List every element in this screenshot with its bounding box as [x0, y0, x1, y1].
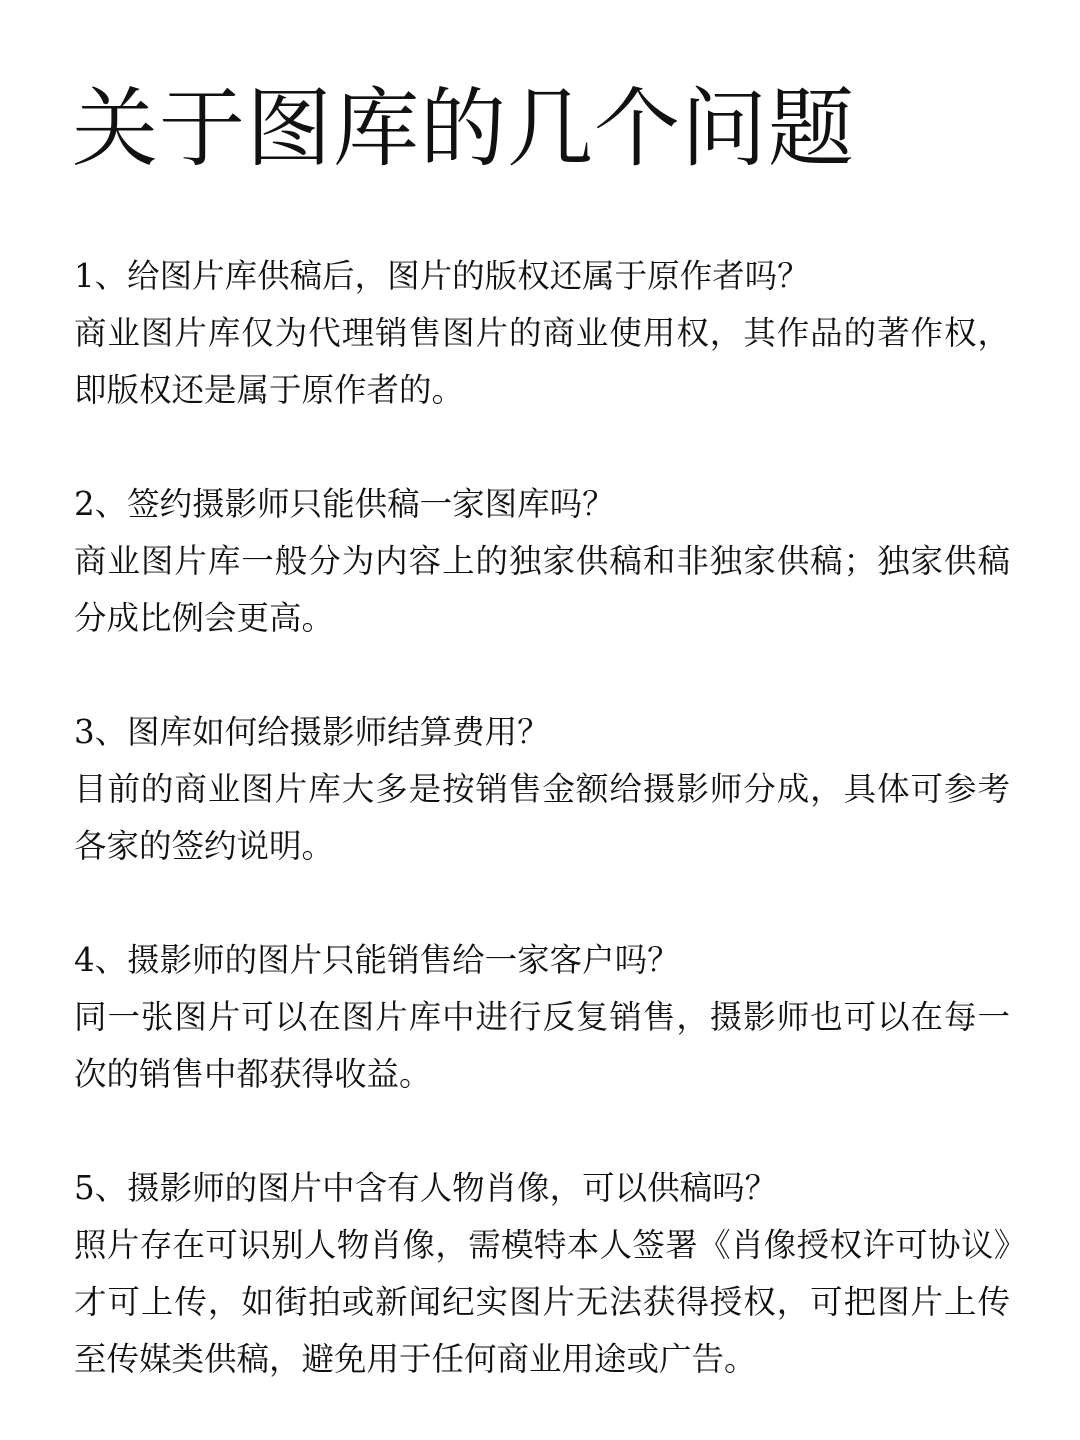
qa-item-3 — [74, 704, 1010, 875]
answer-2: 商业图片库一般分为内容上的独家供稿和非独家供稿；独家供稿分成比例会更高。 — [74, 542, 1010, 637]
answer-3: 目前的商业图片库大多是按销售金额给摄影师分成，具体可参考各家的签约说明。 — [74, 770, 1010, 865]
question-1: 1、给图片库供稿后，图片的版权还属于原作者吗？ — [74, 257, 810, 295]
qa-item-4 — [74, 932, 1010, 1103]
question-3: 3、图库如何给摄影师结算费用？ — [74, 713, 550, 751]
page-title: 关于图库的几个问题 — [72, 79, 855, 179]
question-5: 5、摄影师的图片中含有人物肖像，可以供稿吗？ — [74, 1169, 778, 1207]
answer-1: 商业图片库仅为代理销售图片的商业使用权，其作品的著作权，即版权还是属于原作者的。 — [74, 314, 1010, 409]
answer-4: 同一张图片可以在图片库中进行反复销售，摄影师也可以在每一次的销售中都获得收益。 — [74, 998, 1010, 1093]
qa-item-5 — [74, 1160, 1010, 1388]
qa-item-2 — [74, 476, 1010, 647]
question-4: 4、摄影师的图片只能销售给一家客户吗？ — [74, 941, 680, 979]
qa-item-1 — [74, 248, 1010, 419]
question-2: 2、签约摄影师只能供稿一家图库吗？ — [74, 485, 615, 523]
answer-5: 照片存在可识别人物肖像，需模特本人签署《肖像授权许可协议》才可上传，如街拍或新闻纪实图片无法获得授权，可把图片上传至传媒类供稿，避免用于任何商业用途或广告。 — [74, 1226, 1010, 1378]
